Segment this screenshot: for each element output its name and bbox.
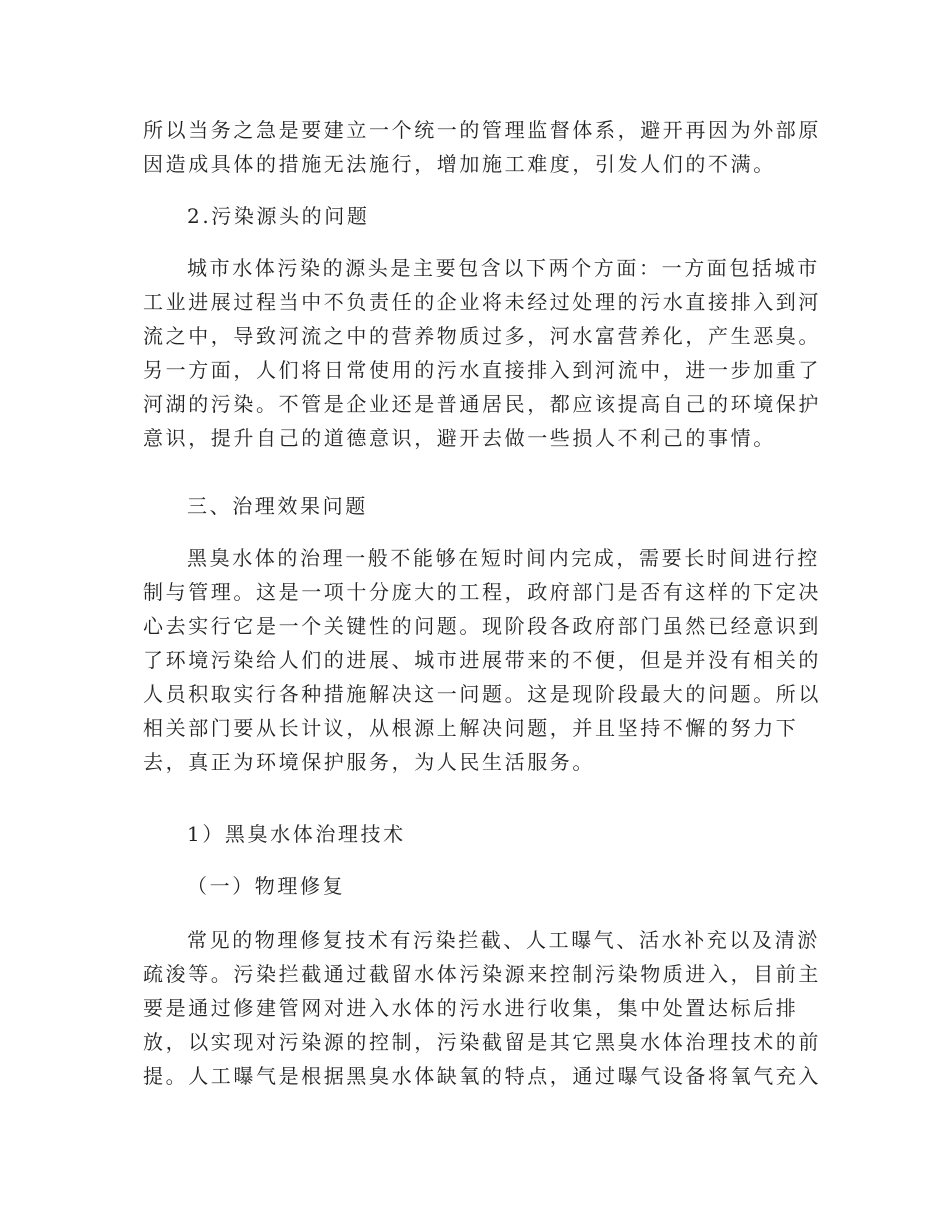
text-line-24: 提。人工曝气是根据黑臭水体缺氧的特点，通过曝气设备将氧气充入 xyxy=(143,1064,821,1088)
text-line-22: 要是通过修建管网对进入水体的污水进行收集，集中处置达标后排 xyxy=(143,996,799,1020)
text-line-15: 人员积取实行各种措施解决这一问题。这是现阶段最大的问题。所以 xyxy=(143,682,821,706)
text-line-16: 相关部门要从长计议，从根源上解决问题，并且坚持不懈的努力下 xyxy=(143,716,799,740)
text-line-14: 了环境污染给人们的进展、城市进展带来的不便，但是并没有相关的 xyxy=(143,648,821,672)
text-line-6: 流之中，导致河流之中的营养物质过多，河水富营养化，产生恶臭。 xyxy=(143,324,821,348)
text-line-20: 常见的物理修复技术有污染拦截、人工曝气、活水补充以及清淤 xyxy=(187,928,820,952)
text-line-5: 工业进展过程当中不负责任的企业将未经过处理的污水直接排入到河 xyxy=(143,290,821,314)
subheading-treatment-tech: 1）黑臭水体治理技术 xyxy=(187,822,406,846)
text-line-2: 因造成具体的措施无法施行，增加施工难度，引发人们的不满。 xyxy=(143,152,776,176)
text-line-8: 河湖的污染。不管是企业还是普通居民，都应该提高自己的环境保护 xyxy=(143,392,821,416)
subheading-physical-repair: （一）物理修复 xyxy=(187,874,346,898)
section-heading-pollution-source: 2.污染源头的问题 xyxy=(187,204,370,228)
text-line-7: 另一方面，人们将日常使用的污水直接排入到河流中，进一步加重了 xyxy=(143,358,821,382)
section-heading-governance-effect: 三、治理效果问题 xyxy=(187,494,368,518)
text-line-23: 放，以实现对污染源的控制，污染截留是其它黑臭水体治理技术的前 xyxy=(143,1030,821,1054)
text-line-11: 黑臭水体的治理一般不能够在短时间内完成，需要长时间进行控 xyxy=(187,546,820,570)
text-line-9: 意识，提升自己的道德意识，避开去做一些损人不利己的事情。 xyxy=(143,426,776,450)
text-line-21: 疏浚等。污染拦截通过截留水体污染源来控制污染物质进入，目前主 xyxy=(143,962,821,986)
text-line-13: 心去实行它是一个关键性的问题。现阶段各政府部门虽然已经意识到 xyxy=(143,614,821,638)
text-line-1: 所以当务之急是要建立一个统一的管理监督体系，避开再因为外部原 xyxy=(143,118,821,142)
text-line-17: 去，真正为环境保护服务，为人民生活服务。 xyxy=(143,750,595,774)
text-line-12: 制与管理。这是一项十分庞大的工程，政府部门是否有这样的下定决 xyxy=(143,580,821,604)
text-line-4: 城市水体污染的源头是主要包含以下两个方面：一方面包括城市 xyxy=(187,256,820,280)
